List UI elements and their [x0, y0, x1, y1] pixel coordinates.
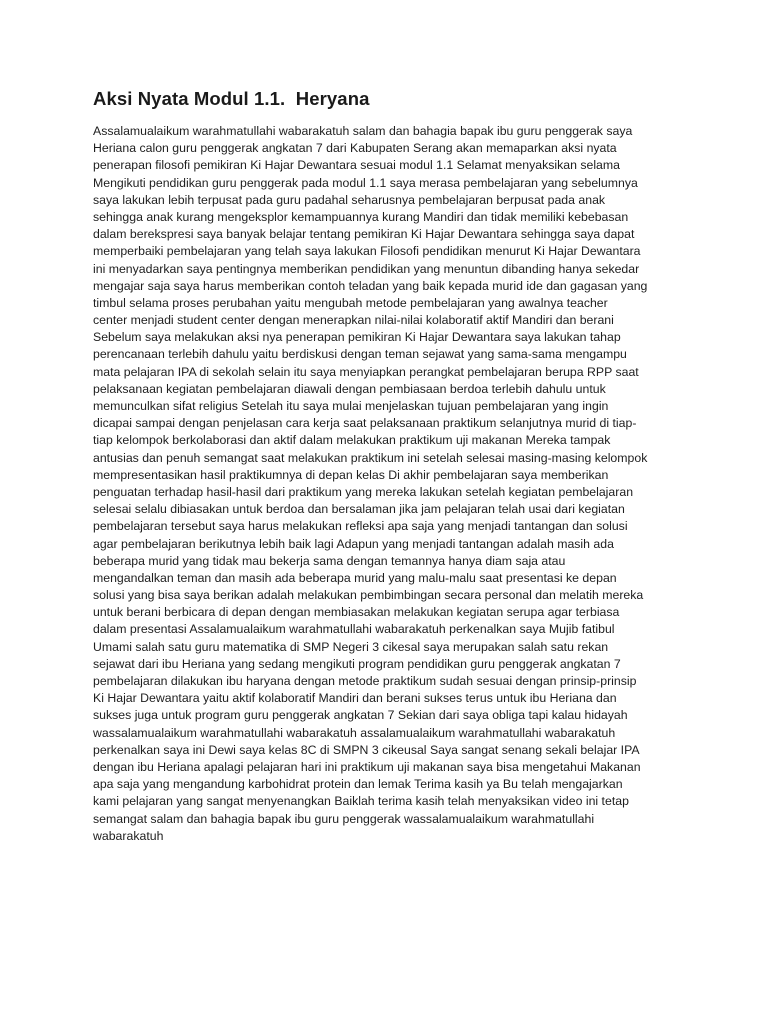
body-text-line: memunculkan sifat religius Setelah itu saya mulai menjelaskan tujuan pembelajaran yang ingin	[93, 399, 609, 413]
body-text-line: agar pembelajaran berikutnya lebih baik lagi Adapun yang menjadi tantangan adalah masih ada	[93, 536, 614, 551]
body-text-line: saya lakukan lebih terpusat pada guru padahal seharusnya pembelajaran berpusat pada anak	[93, 192, 606, 207]
body-text-line: kami pelajaran yang sangat menyenangkan Baiklah terima kasih telah menyaksikan video ini tetap	[93, 794, 629, 809]
body-text-line: center menjadi student center dengan menerapkan nilai-nilai kolaboratif aktif Mandiri dan berani	[93, 313, 614, 328]
body-text-line: mengajar saja saya harus memberikan contoh teladan yang baik kepada murid ide dan gagasan yang	[93, 278, 648, 293]
document-title: Aksi Nyata Modul 1.1. Heryana	[93, 88, 370, 109]
body-text-line: Mengikuti pendidikan guru penggerak pada modul 1.1 saya merasa pembelajaran yang sebelumnya	[93, 175, 638, 190]
body-text-line: penerapan filosofi pemikiran Ki Hajar Dewantara sesuai modul 1.1 Selamat menyaksikan selama	[93, 158, 620, 173]
body-text-line: mempresentasikan hasil praktikumnya di depan kelas Di akhir pembelajaran saya memberikan	[93, 467, 609, 482]
document-body	[93, 123, 693, 845]
body-text-line: dalam presentasi Assalamualaikum warahmatullahi wabarakatuh perkenalkan saya Mujib fatibul	[93, 622, 615, 637]
body-text-line: Umami salah satu guru matematika di SMP Negeri 3 cikesal saya merupakan salah satu rekan	[93, 639, 609, 654]
body-text-line: sejawat dari ibu Heriana yang sedang mengikuti program pendidikan guru penggerak angkatan 7	[93, 656, 621, 671]
body-text-line: mata pelajaran IPA di sekolah selain itu saya menyiapkan perangkat pembelajaran berupa RPP saat	[93, 364, 639, 379]
body-text-line: timbul selama proses perubahan yaitu mengubah metode pembelajaran yang awalnya teacher	[93, 295, 608, 310]
body-text-line: beberapa murid yang tidak mau bekerja sama dengan temannya hanya diam saja atau	[93, 553, 566, 568]
body-text-line: Ki Hajar Dewantara yaitu aktif kolaboratif Mandiri dan berani sukses terus untuk ibu Heriana dan	[93, 691, 617, 706]
body-text-line: Assalamualaikum warahmatullahi wabarakatuh salam dan bahagia bapak ibu guru penggerak saya	[93, 124, 633, 138]
body-text-line: penguatan terhadap hasil-hasil dari praktikum yang mereka lakukan setelah kegiatan pembelajaran	[93, 484, 634, 499]
body-text-line: wabarakatuh	[93, 828, 164, 843]
body-text-line: antusias dan penuh semangat saat melakukan praktikum ini setelah selesai masing-masing kelompok	[93, 450, 648, 465]
body-text-line: untuk berani berbicara di depan dengan membiasakan melakukan kegiatan serupa agar terbiasa	[93, 605, 620, 620]
body-text-line: perencanaan terlebih dahulu yaitu berdiskusi dengan teman sejawat yang sama-sama mengampu	[93, 347, 627, 362]
body-text-line: dengan ibu Heriana apalagi pelajaran hari ini praktikum uji makanan saya bisa mengetahui Makanan	[93, 759, 641, 774]
body-text-line: Heriana calon guru penggerak angkatan 7 dari Kabupaten Serang akan memaparkan aksi nyata	[93, 141, 617, 156]
body-text-line: apa saja yang mengandung karbohidrat protein dan lemak Terima kasih ya Bu telah mengajarkan	[93, 777, 623, 792]
body-text-line: memperbaiki pembelajaran yang telah saya lakukan Filosofi pendidikan menurut Ki Hajar Dewantara	[93, 244, 641, 259]
body-text-line: tiap kelompok berkolaborasi dan aktif dalam melakukan praktikum uji makanan Mereka tampak	[93, 433, 611, 448]
body-text-line: wassalamualaikum warahmatullahi wabarakatuh assalamualaikum warahmatullahi wabarakatuh	[93, 725, 616, 740]
body-text-line: sukses juga untuk program guru penggerak angkatan 7 Sekian dari saya obliga tapi kalau hidayah	[93, 708, 628, 723]
body-text-line: solusi yang bisa saya berikan adalah melakukan pembimbingan secara personal dan melatih mereka	[93, 588, 644, 603]
body-text-line: selesai selalu dibiasakan untuk berdoa dan bersalaman jika jam pelajaran telah usai dari kegiatan	[93, 502, 625, 517]
body-text-line: ini menyadarkan saya pentingnya memberikan pendidikan yang menuntun dibanding hanya sekedar	[93, 261, 640, 276]
body-text-line: pelaksanaan kegiatan pembelajaran diawali dengan pembiasaan berdoa terlebih dahulu untuk	[93, 381, 606, 396]
body-text-line: mengandalkan teman dan masih ada beberapa murid yang malu-malu saat presentasi ke depan	[93, 570, 617, 585]
body-text-line: semangat salam dan bahagia bapak ibu guru penggerak wassalamualaikum warahmatullahi	[93, 811, 595, 826]
body-text-line: dalam berekspresi saya banyak belajar tentang pemikiran Ki Hajar Dewantara sehingga saya dapat	[93, 227, 635, 242]
body-text-line: perkenalkan saya ini Dewi saya kelas 8C di SMPN 3 cikeusal Saya sangat senang sekali belajar IPA	[93, 742, 640, 757]
body-text-line: sehingga anak kurang mengeksplor kemampuannya kurang Mandiri dan tidak memiliki kebebasan	[93, 209, 629, 224]
body-text-line: pembelajaran dilakukan ibu haryana dengan metode praktikum sudah sesuai dengan prinsip-prinsip	[93, 674, 637, 688]
body-text-line: Sebelum saya melakukan aksi nya penerapan pemikiran Ki Hajar Dewantara saya lakukan tahap	[93, 330, 621, 345]
body-text-line: dicapai sampai dengan penjelasan cara kerja saat pelaksanaan praktikum selanjutnya murid di tiap-	[93, 416, 637, 431]
body-text-line: pembelajaran tersebut saya harus melakukan refleksi apa saja yang menjadi tantangan dan solusi	[93, 519, 628, 534]
